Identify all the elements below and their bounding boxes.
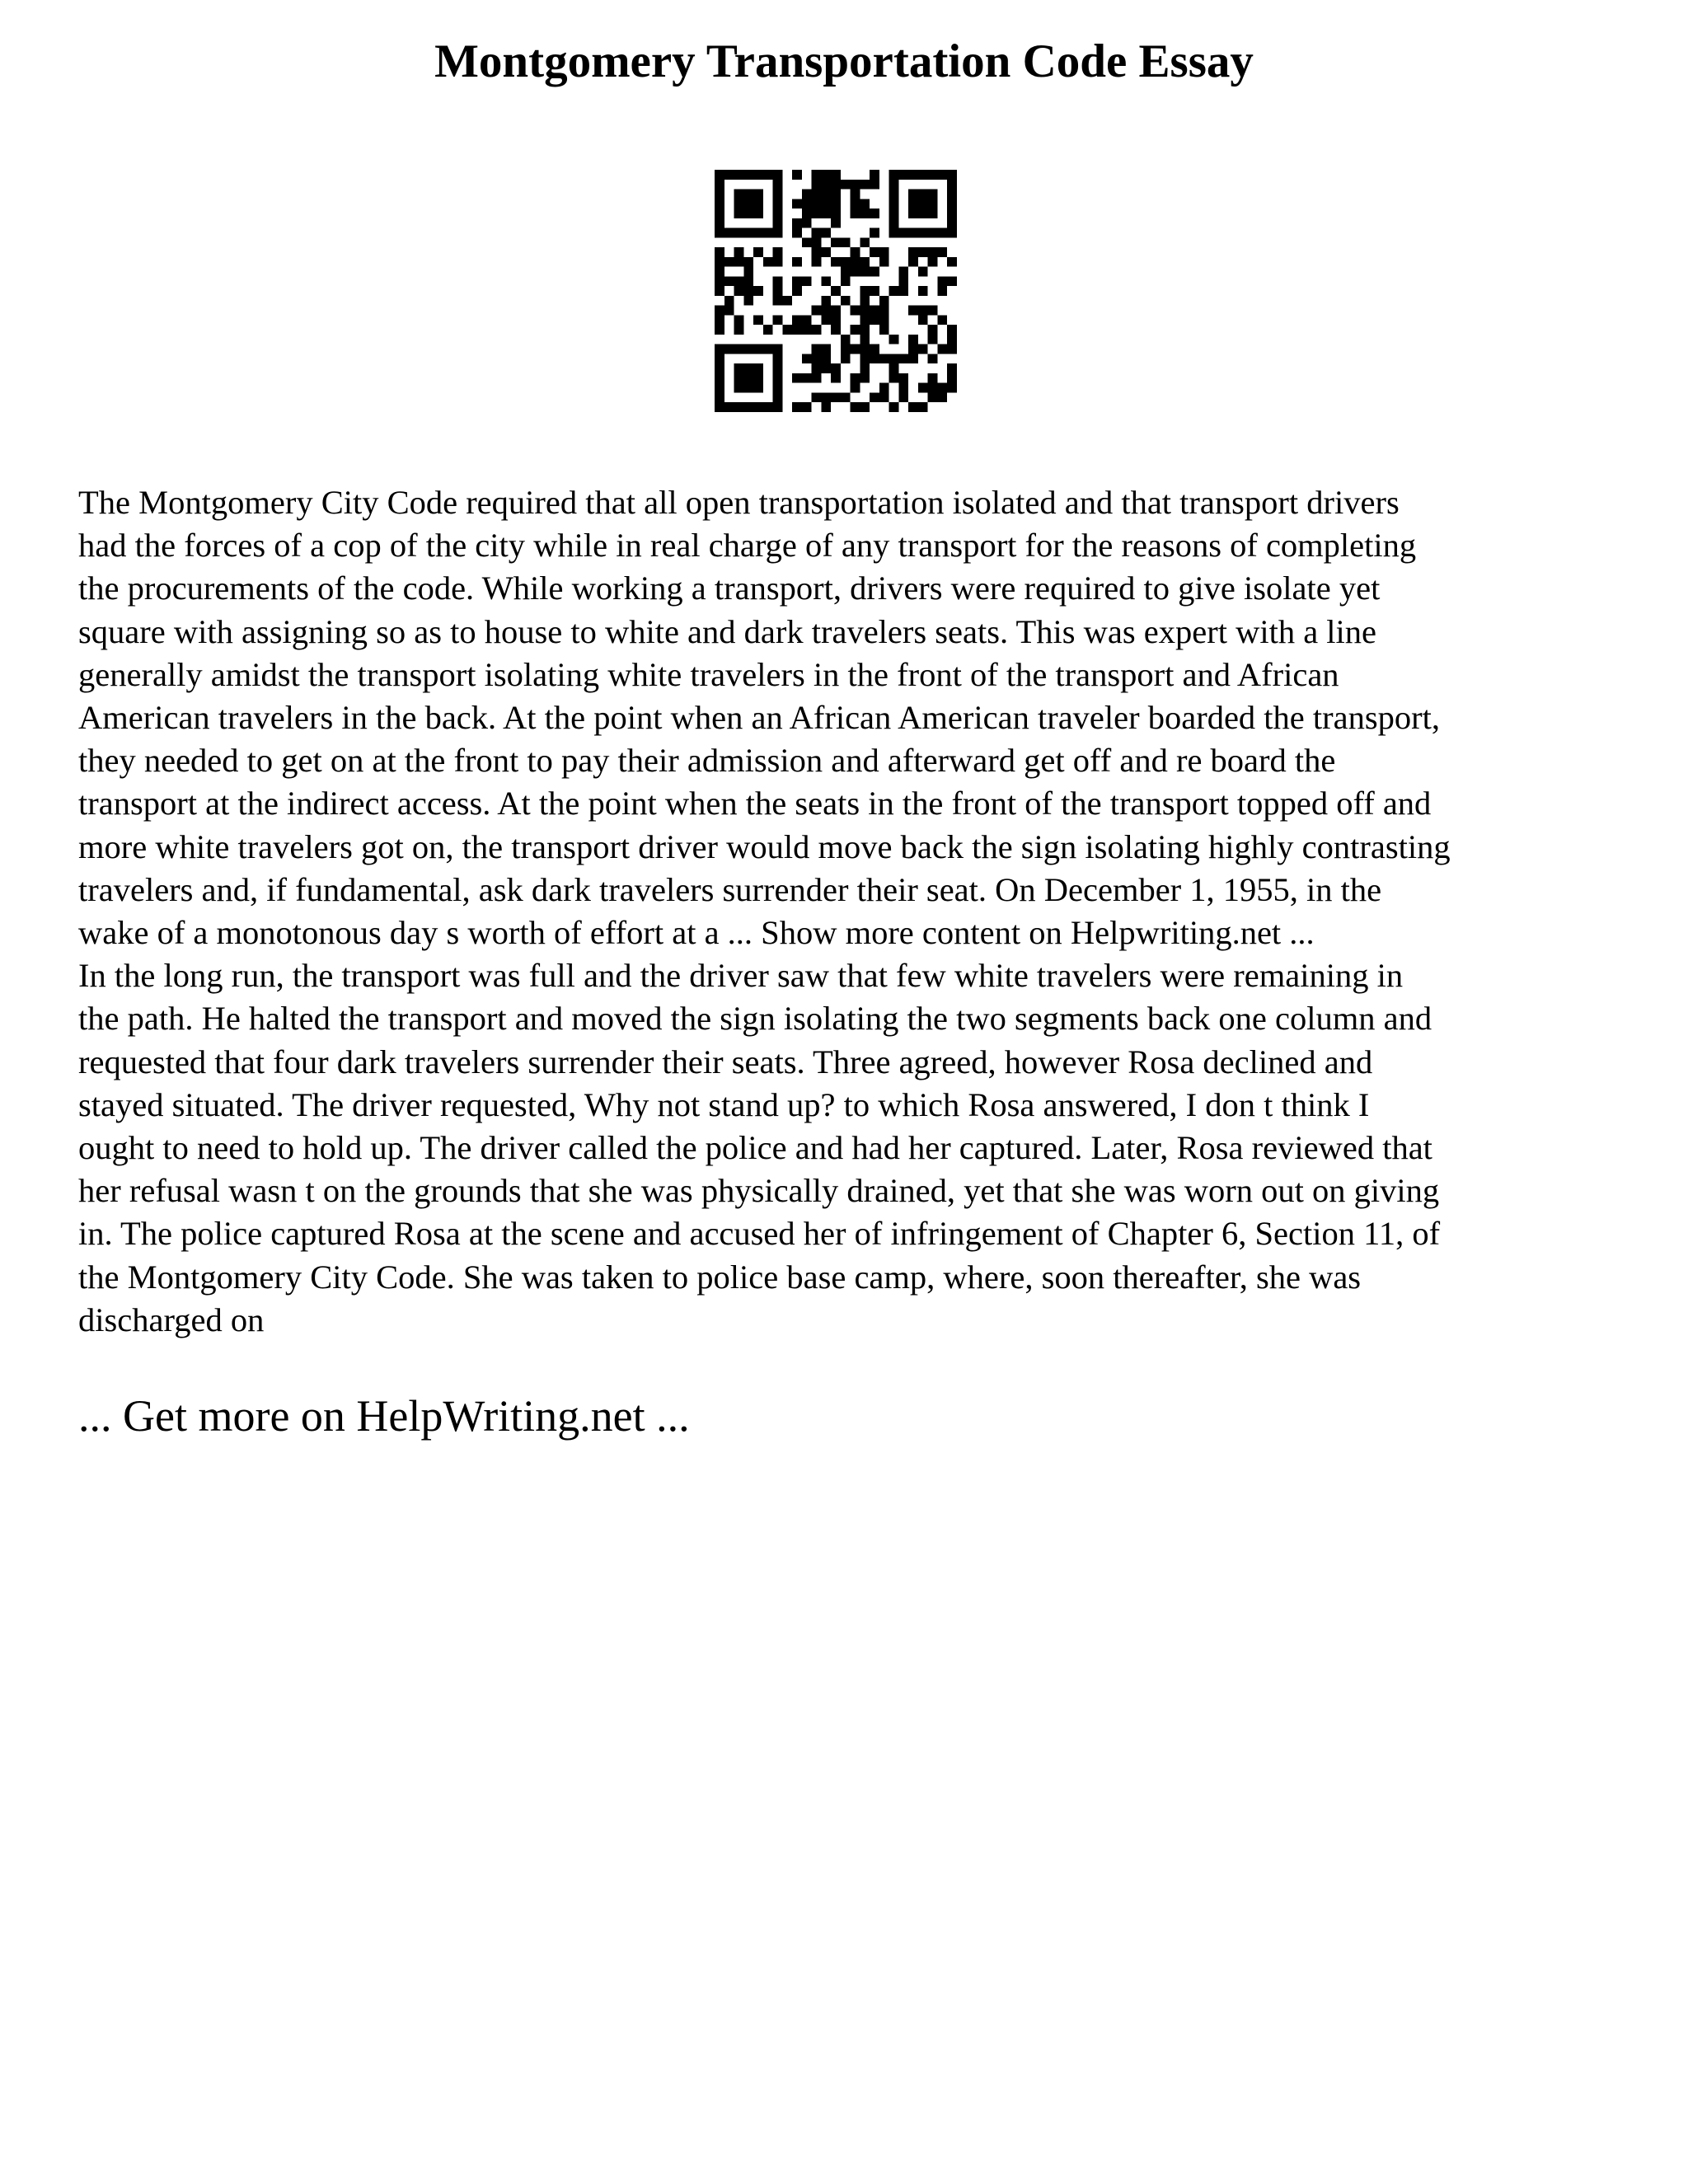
- qr-module: [898, 267, 908, 277]
- qr-finder: [773, 170, 783, 237]
- qr-module: [792, 257, 802, 267]
- qr-module: [851, 402, 860, 412]
- qr-module: [851, 199, 860, 209]
- text-line: requested that four dark travelers surrender their seats. Three agreed, however Rosa declined and: [78, 1043, 1373, 1080]
- qr-module: [812, 354, 822, 363]
- qr-module: [715, 325, 724, 335]
- qr-module: [812, 199, 822, 209]
- qr-module: [937, 383, 947, 393]
- text-line: wake of a monotonous day s worth of effort at a ... Show more content on Helpwriting.net ...: [78, 914, 1315, 952]
- qr-module: [898, 383, 908, 393]
- qr-module: [937, 247, 947, 257]
- qr-finder: [715, 228, 782, 238]
- qr-module: [928, 392, 938, 402]
- qr-module: [821, 296, 831, 306]
- qr-module: [831, 257, 841, 267]
- qr-module: [928, 306, 938, 316]
- qr-module: [908, 402, 918, 412]
- qr-module: [918, 344, 928, 354]
- qr-module: [870, 286, 879, 296]
- qr-module: [773, 296, 783, 306]
- qr-module: [918, 402, 928, 412]
- qr-module: [851, 180, 860, 190]
- qr-module: [947, 325, 957, 335]
- qr-module: [947, 363, 957, 373]
- qr-module: [773, 257, 783, 267]
- qr-finder: [773, 344, 783, 412]
- text-line: travelers and, if fundamental, ask dark travelers surrender their seat. On December 1, 1955, in the: [78, 870, 1382, 908]
- qr-module: [928, 325, 938, 335]
- text-line: they needed to get on at the front to pay their admission and afterward get off and re board the: [78, 742, 1336, 780]
- qr-module: [792, 170, 802, 180]
- qr-module: [792, 199, 802, 209]
- qr-module: [802, 325, 812, 335]
- qr-module: [898, 392, 908, 402]
- qr-module: [715, 247, 724, 257]
- qr-module: [734, 247, 744, 257]
- text-line: in. The police captured Rosa at the scene and accused her of infringement of Chapter 6, Section 11, of: [78, 1215, 1441, 1253]
- qr-module: [860, 354, 870, 363]
- qr-module: [860, 325, 870, 335]
- page-title: Montgomery Transportation Code Essay: [434, 35, 1254, 87]
- paragraph-1: [78, 481, 1644, 954]
- text-line: discharged on: [78, 1301, 265, 1338]
- qr-module: [831, 306, 841, 316]
- qr-module: [918, 383, 928, 393]
- qr-module: [908, 306, 918, 316]
- qr-module: [821, 354, 831, 363]
- qr-module: [841, 344, 851, 354]
- text-line: the procurements of the code. While working a transport, drivers were required to give isolate yet: [78, 569, 1381, 607]
- qr-module: [773, 247, 783, 257]
- text-line: square with assigning so as to house to white and dark travelers seats. This was expert with a line: [78, 612, 1377, 650]
- qr-module: [715, 276, 724, 286]
- qr-module: [947, 383, 957, 393]
- qr-module: [724, 296, 734, 306]
- qr-module: [802, 237, 812, 247]
- qr-module: [802, 218, 812, 228]
- qr-module: [879, 257, 889, 267]
- qr-module: [734, 276, 744, 286]
- qr-module: [782, 325, 792, 335]
- qr-module: [802, 402, 812, 412]
- text-line: had the forces of a cop of the city while in real charge of any transport for the reasons of completing: [78, 527, 1417, 565]
- qr-module: [870, 315, 879, 325]
- qr-module: [802, 315, 812, 325]
- qr-module: [773, 315, 783, 325]
- qr-module: [860, 209, 870, 218]
- qr-module: [841, 392, 851, 402]
- qr-module: [889, 354, 899, 363]
- qr-module: [947, 257, 957, 267]
- qr-module: [851, 344, 860, 354]
- qr-module: [851, 373, 860, 383]
- qr-module: [908, 335, 918, 344]
- qr-module: [879, 354, 889, 363]
- qr-module: [851, 190, 860, 199]
- qr-module: [928, 335, 938, 344]
- qr-module: [870, 344, 879, 354]
- qr-module: [753, 247, 763, 257]
- qr-module: [724, 276, 734, 286]
- qr-module: [860, 373, 870, 383]
- qr-module: [937, 276, 947, 286]
- qr-module: [937, 344, 947, 354]
- qr-finder: [889, 228, 957, 238]
- qr-module: [870, 267, 879, 277]
- qr-module: [879, 325, 889, 335]
- qr-module: [860, 199, 870, 209]
- qr-module: [821, 402, 831, 412]
- qr-module: [879, 383, 889, 393]
- qr-module: [802, 199, 812, 209]
- qr-module: [889, 373, 899, 383]
- qr-module: [715, 286, 724, 296]
- qr-module: [860, 344, 870, 354]
- qr-module: [773, 286, 783, 296]
- qr-module: [879, 306, 889, 316]
- qr-module: [908, 257, 918, 267]
- qr-module: [841, 257, 851, 267]
- qr-module: [860, 180, 870, 190]
- qr-module: [831, 373, 841, 383]
- qr-module: [918, 315, 928, 325]
- qr-module: [918, 247, 928, 257]
- text-line: ought to need to hold up. The driver called the police and had her captured. Later, Rosa reviewed that: [78, 1129, 1432, 1167]
- qr-module: [743, 296, 753, 306]
- qr-module: [889, 335, 899, 344]
- qr-module: [918, 286, 928, 296]
- qr-module: [841, 267, 851, 277]
- qr-module: [947, 276, 957, 286]
- qr-module: [734, 257, 744, 267]
- qr-module: [812, 237, 822, 247]
- qr-module: [753, 286, 763, 296]
- paragraph-2: [78, 954, 1644, 1342]
- qr-module: [831, 363, 841, 373]
- qr-module: [734, 286, 744, 296]
- qr-module: [792, 218, 802, 228]
- qr-module: [831, 190, 841, 199]
- qr-module: [860, 286, 870, 296]
- qr-module: [831, 209, 841, 218]
- qr-module: [821, 209, 831, 218]
- qr-module: [715, 267, 724, 277]
- text-line: The Montgomery City Code required that all open transportation isolated and that transport drivers: [78, 484, 1400, 521]
- qr-module: [908, 344, 918, 354]
- qr-finder: [715, 344, 724, 412]
- qr-module: [898, 373, 908, 383]
- qr-module: [851, 383, 860, 393]
- qr-module: [802, 190, 812, 199]
- qr-module: [802, 209, 812, 218]
- qr-finder: [947, 170, 957, 237]
- text-line: her refusal wasn t on the grounds that she was physically drained, yet that she was worn out on giving: [78, 1172, 1440, 1210]
- qr-module: [743, 267, 753, 277]
- qr-finder: [908, 190, 937, 218]
- qr-module: [802, 276, 812, 286]
- qr-module: [812, 344, 822, 354]
- qr-module: [743, 276, 753, 286]
- qr-module: [860, 315, 870, 325]
- qr-module: [821, 315, 831, 325]
- qr-module: [879, 392, 889, 402]
- qr-module: [743, 286, 753, 296]
- qr-module: [937, 286, 947, 296]
- qr-module: [821, 228, 831, 238]
- text-line: the path. He halted the transport and moved the sign isolating the two segments back one column and: [78, 1000, 1432, 1038]
- qr-module: [831, 218, 841, 228]
- qr-module: [763, 325, 773, 335]
- qr-module: [860, 257, 870, 267]
- qr-module: [860, 267, 870, 277]
- qr-module: [870, 392, 879, 402]
- qr-module: [851, 247, 860, 257]
- qr-module: [841, 276, 851, 286]
- qr-module: [792, 402, 802, 412]
- qr-module: [812, 209, 822, 218]
- qr-module: [821, 180, 831, 190]
- qr-finder: [889, 170, 899, 237]
- qr-module: [937, 315, 947, 325]
- get-more-link[interactable]: ... Get more on HelpWriting.net ...: [78, 1391, 690, 1441]
- qr-module: [831, 286, 841, 296]
- qr-module: [870, 180, 879, 190]
- qr-module: [715, 315, 724, 325]
- text-line: American travelers in the back. At the point when an African American traveler boarded the transport,: [78, 699, 1440, 737]
- qr-module: [928, 373, 938, 383]
- qr-module: [851, 325, 860, 335]
- qr-module: [821, 199, 831, 209]
- qr-module: [792, 286, 802, 296]
- qr-module: [870, 209, 879, 218]
- qr-module: [831, 237, 841, 247]
- qr-module: [831, 392, 841, 402]
- qr-module: [821, 306, 831, 316]
- qr-module: [753, 315, 763, 325]
- qr-module: [792, 373, 802, 383]
- qr-module: [841, 180, 851, 190]
- qr-module: [812, 257, 822, 267]
- qr-module: [908, 247, 918, 257]
- qr-module: [898, 354, 908, 363]
- qr-module: [947, 344, 957, 354]
- qr-module: [724, 257, 734, 267]
- qr-module: [889, 286, 899, 296]
- qr-module: [812, 180, 822, 190]
- qr-module: [821, 276, 831, 286]
- qr-module: [743, 257, 753, 267]
- qr-module: [860, 237, 870, 247]
- qr-module: [812, 392, 822, 402]
- qr-module: [851, 257, 860, 267]
- qr-module: [831, 325, 841, 335]
- qr-module: [821, 190, 831, 199]
- qr-module: [851, 267, 860, 277]
- qr-module: [851, 306, 860, 316]
- qr-module: [898, 286, 908, 296]
- qr-module: [879, 247, 889, 257]
- qr-module: [870, 170, 879, 180]
- qr-module: [812, 325, 822, 335]
- qr-module: [821, 344, 831, 354]
- qr-module: [812, 363, 822, 373]
- qr-module: [870, 354, 879, 363]
- qr-module: [928, 257, 938, 267]
- qr-finder: [715, 170, 724, 237]
- qr-module: [715, 306, 724, 316]
- qr-finder: [734, 190, 763, 218]
- qr-module: [870, 247, 879, 257]
- qr-module: [851, 209, 860, 218]
- qr-module: [841, 296, 851, 306]
- qr-module: [792, 228, 802, 238]
- qr-module: [831, 180, 841, 190]
- qr-module: [841, 335, 851, 344]
- qr-module: [773, 276, 783, 286]
- text-line: stayed situated. The driver requested, Why not stand up? to which Rosa answered, I don t think I: [78, 1085, 1370, 1123]
- qr-module: [782, 296, 792, 306]
- qr-finder: [715, 344, 782, 354]
- qr-module: [870, 228, 879, 238]
- qr-module: [812, 306, 822, 316]
- essay-body: [78, 481, 1644, 1342]
- qr-code-icon: [715, 170, 957, 412]
- qr-module: [870, 306, 879, 316]
- qr-finder: [734, 363, 763, 392]
- qr-module: [715, 257, 724, 267]
- qr-module: [928, 247, 938, 257]
- qr-module: [860, 335, 870, 344]
- qr-module: [812, 247, 822, 257]
- qr-module: [918, 306, 928, 316]
- qr-module: [821, 392, 831, 402]
- text-line: the Montgomery City Code. She was taken to police base camp, where, soon thereafter, she was: [78, 1258, 1362, 1296]
- qr-module: [812, 228, 822, 238]
- qr-module: [734, 325, 744, 335]
- qr-module: [947, 335, 957, 344]
- qr-module: [763, 257, 773, 267]
- qr-module: [860, 296, 870, 306]
- qr-module: [841, 354, 851, 363]
- qr-module: [879, 296, 889, 306]
- qr-finder: [715, 170, 782, 180]
- qr-module: [831, 199, 841, 209]
- qr-finder: [889, 170, 957, 180]
- qr-module: [734, 315, 744, 325]
- qr-module: [889, 402, 899, 412]
- qr-module: [889, 363, 899, 373]
- qr-module: [860, 306, 870, 316]
- qr-module: [812, 373, 822, 383]
- qr-module: [724, 306, 734, 316]
- qr-module: [821, 363, 831, 373]
- qr-module: [879, 315, 889, 325]
- text-line: more white travelers got on, the transport driver would move back the sign isolating highly contrasting: [78, 827, 1451, 865]
- qr-module: [841, 237, 851, 247]
- qr-module: [821, 170, 831, 180]
- qr-module: [860, 402, 870, 412]
- qr-module: [792, 276, 802, 286]
- qr-module: [792, 315, 802, 325]
- qr-module: [898, 276, 908, 286]
- text-line: In the long run, the transport was full and the driver saw that few white travelers were remaining in: [78, 957, 1404, 995]
- text-line: transport at the indirect access. At the point when the seats in the front of the transport topped off and: [78, 785, 1432, 823]
- qr-module: [802, 354, 812, 363]
- qr-module: [792, 325, 802, 335]
- text-line: generally amidst the transport isolating white travelers in the front of the transport and African: [78, 655, 1339, 693]
- qr-module: [908, 354, 918, 363]
- qr-finder: [715, 402, 782, 412]
- qr-module: [802, 373, 812, 383]
- qr-module: [928, 383, 938, 393]
- qr-module: [937, 392, 947, 402]
- qr-module: [831, 315, 841, 325]
- qr-module: [947, 373, 957, 383]
- qr-module: [812, 170, 822, 180]
- qr-module: [821, 247, 831, 257]
- qr-module: [918, 267, 928, 277]
- qr-module: [860, 363, 870, 373]
- qr-module: [928, 354, 938, 363]
- qr-module: [812, 190, 822, 199]
- qr-module: [831, 170, 841, 180]
